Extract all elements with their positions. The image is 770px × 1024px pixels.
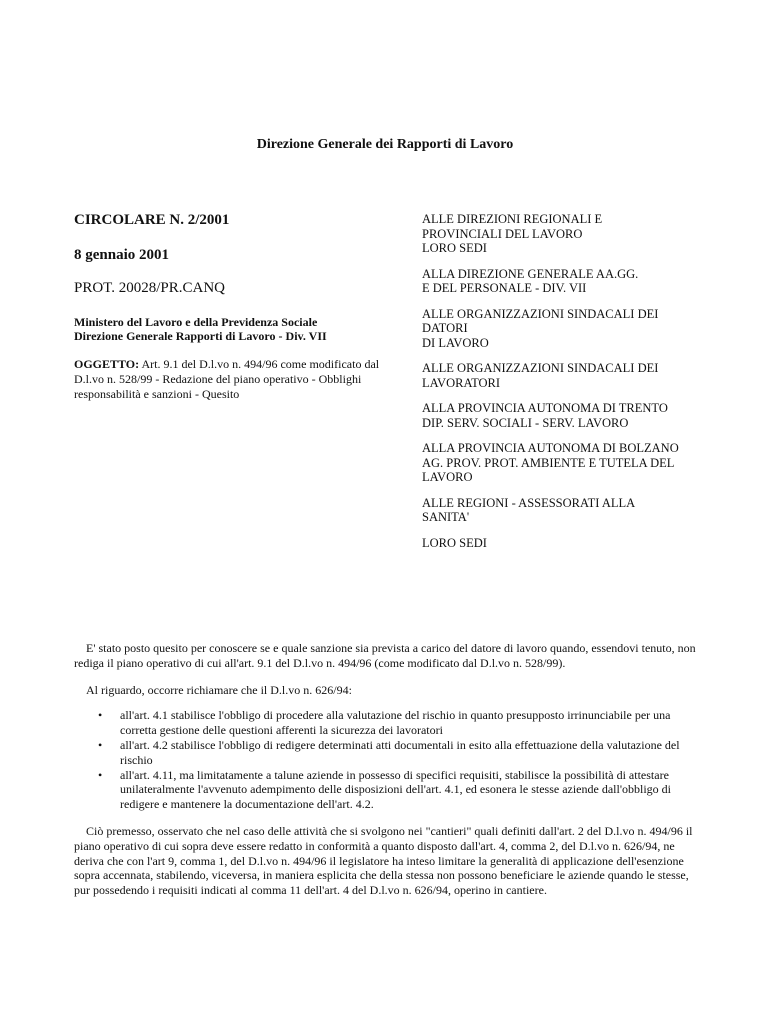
ministry-name: Ministero del Lavoro e della Previdenza Sociale bbox=[74, 315, 318, 329]
recipient-item: ALLA DIREZIONE GENERALE AA.GG. E DEL PERSONALE - DIV. VII bbox=[422, 266, 639, 295]
recipient-item: ALLE DIREZIONI REGIONALI E PROVINCIALI DEL LAVORO LORO SEDI bbox=[422, 212, 603, 255]
issuing-ministry bbox=[74, 315, 414, 343]
list-item: • all'art. 4.2 stabilisce l'obbligo di redigere determinati atti documentali in esito alla effettuazione della valutazione del rischio bbox=[120, 738, 704, 768]
ministry-division: Direzione Generale Rapporti di Lavoro - Div. VII bbox=[74, 329, 327, 343]
list-item: • all'art. 4.1 stabilisce l'obbligo di procedere alla valutazione del rischio in quanto presupposto irrinunciabile per una corretta gestione delle questioni afferenti la sicurezza dei lavoratori bbox=[120, 708, 704, 738]
document-header-title: Direzione Generale dei Rapporti di Lavoro bbox=[256, 137, 514, 152]
recipients-list bbox=[422, 212, 712, 561]
recipient-item: LORO SEDI bbox=[422, 535, 487, 550]
subject bbox=[74, 357, 412, 402]
protocol-number: PROT. 20028/PR.CANQ bbox=[74, 280, 225, 296]
circular-info-block bbox=[74, 212, 414, 402]
body-paragraph: Ciò premesso, osservato che nel caso delle attività che si svolgono nei "cantieri" quali definiti dall'art. 2 del D.l.vo n. 494/96 il piano operativo di cui sopra deve essere redatto in conformità a quanto disposto dall'art. 4, comma 2, del D.l.vo n. 626/94, ne deriva che con l'art 9, comma 1, del D.l.vo n. 494/96 il legislatore ha inteso limitare la generalità di applicazione dell'esenzione sopra accennata, stabilendo, viceversa, in maniera esplicita che della stessa non possono beneficiare le aziende quando le stesse, pur possedendo i requisiti indicati al comma 11 dell'art. 4 del D.l.vo n. 626/94, operino in cantiere. bbox=[74, 823, 693, 898]
subject-text: Art. 9.1 del D.l.vo n. 494/96 come modificato dal D.l.vo n. 528/99 - Redazione del piano operativo - Obblighi responsabilità e sanzioni - Quesito bbox=[74, 357, 380, 401]
list-item: • all'art. 4.11, ma limitatamente a talune aziende in possesso di specifici requisiti, stabilisce la possibilità di attestare unilateralmente l'avvenuto adempimento delle disposizioni dell'art. 4.1, ed esonera le stesse aziende dall'obbligo di redigere e mantenere la documentazione dell'art. 4.2. bbox=[120, 768, 704, 812]
recipient-item: ALLE ORGANIZZAZIONI SINDACALI DEI LAVORATORI bbox=[422, 361, 659, 390]
circular-date: 8 gennaio 2001 bbox=[74, 247, 170, 263]
recipient-item: ALLE ORGANIZZAZIONI SINDACALI DEI DATORI DI LAVORO bbox=[422, 306, 659, 350]
circular-number: CIRCOLARE N. 2/2001 bbox=[74, 212, 230, 228]
body-paragraph: E' stato posto quesito per conoscere se e quale sanzione sia prevista a carico del datore di lavoro quando, essendovi tenuto, non rediga il piano operativo di cui all'art. 9.1 del D.l.vo n. 494/96 (come modificato dal D.l.vo n. 528/99). bbox=[74, 641, 696, 670]
body-paragraph: Al riguardo, occorre richiamare che il D.l.vo n. 626/94: bbox=[86, 682, 352, 697]
recipient-item: ALLE REGIONI - ASSESSORATI ALLA SANITA' bbox=[422, 495, 636, 524]
recipient-item: ALLA PROVINCIA AUTONOMA DI TRENTO DIP. SERV. SOCIALI - SERV. LAVORO bbox=[422, 401, 668, 430]
document-body bbox=[74, 641, 704, 909]
bullet-list bbox=[74, 708, 704, 812]
subject-label: OGGETTO: bbox=[74, 357, 140, 371]
recipient-item: ALLA PROVINCIA AUTONOMA DI BOLZANO AG. PROV. PROT. AMBIENTE E TUTELA DEL LAVORO bbox=[422, 441, 679, 484]
